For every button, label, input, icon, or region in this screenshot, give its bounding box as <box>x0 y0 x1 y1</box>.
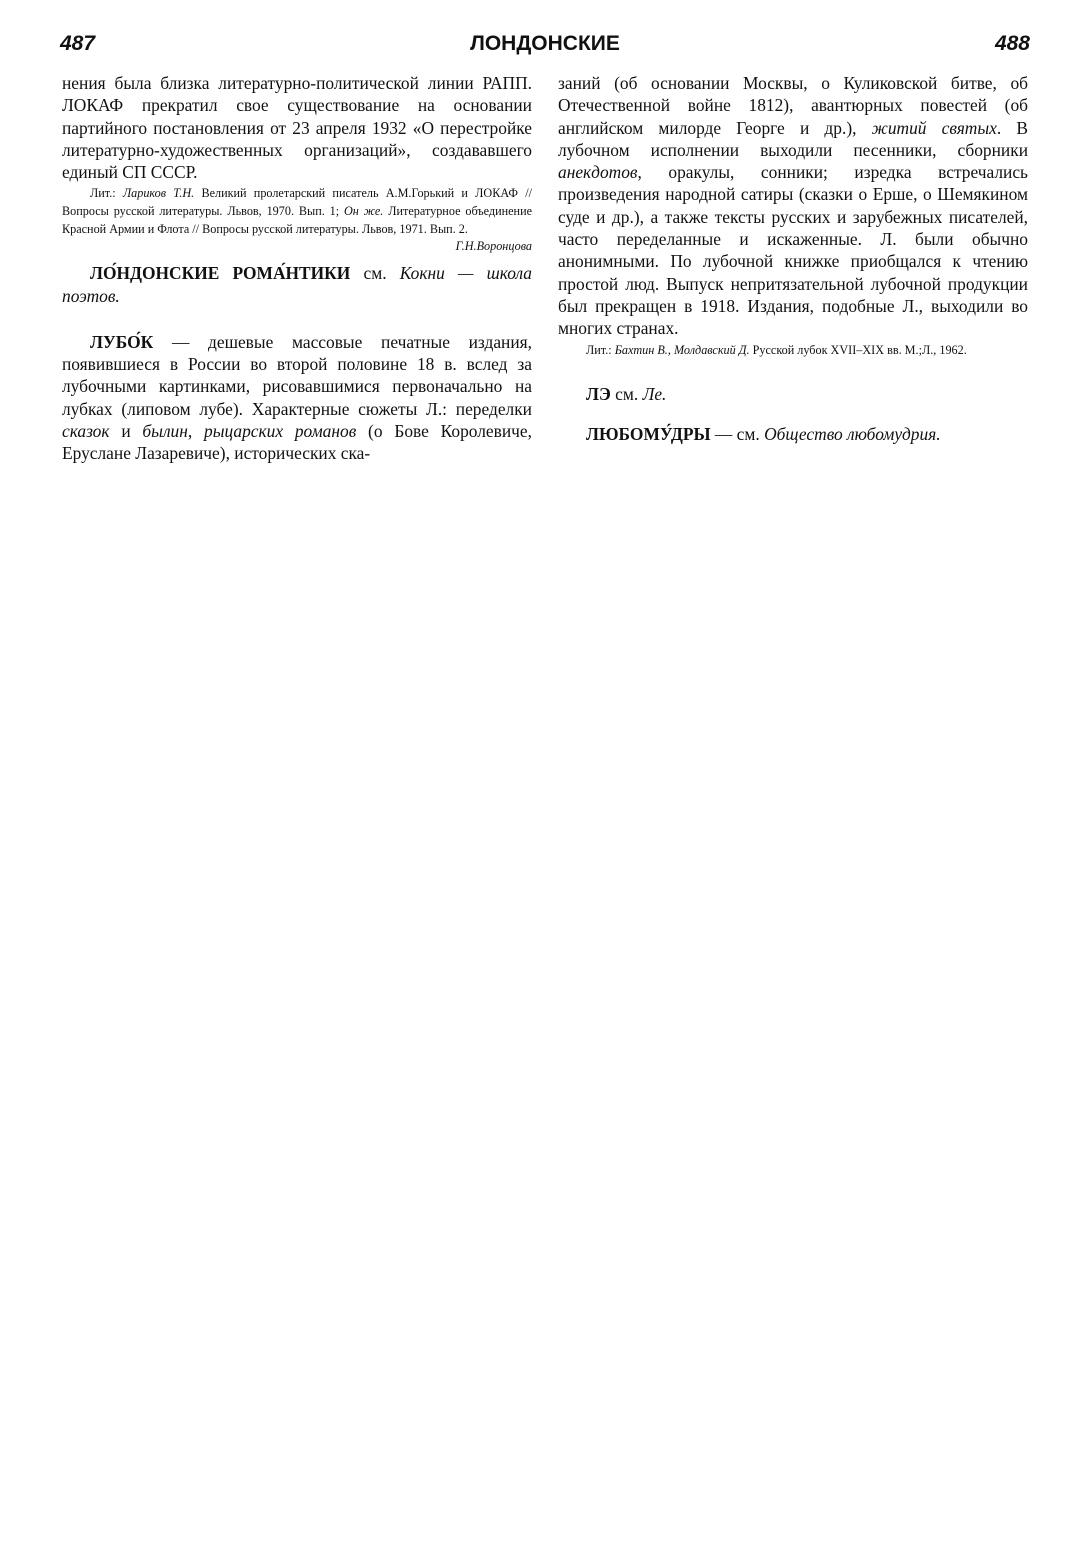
entry-text: (о Бове Королевиче, Еруслане Лазаревиче), исторических ска- <box>62 421 532 464</box>
entry-lubok <box>62 331 532 465</box>
see-label: — см. <box>714 424 760 445</box>
lit-label: Лит.: <box>586 342 612 357</box>
cross-reference: анекдотов <box>558 162 638 183</box>
cross-reference: Ле. <box>642 384 667 405</box>
entry-text: и <box>121 421 131 442</box>
headword: ЛЮБОМУ́ДРЫ <box>586 424 711 445</box>
lit-label: Лит.: <box>90 186 116 201</box>
entry-lubok-continued <box>558 72 1028 340</box>
page-header <box>60 32 1030 58</box>
continued-paragraph: нения была близка литературно-политической линии РАПП. ЛОКАФ прекратил свое существование на основании партийного постановления от 23 апреля 1932 «О перестройке литературно-художественных организаций», создававшего единый СП СССР. <box>62 73 532 183</box>
cross-reference: былин <box>142 421 188 442</box>
page-number-left: 487 <box>60 32 96 55</box>
right-column <box>558 72 1028 446</box>
lit-author: Бахтин В., Молдавский Д. <box>614 342 750 357</box>
see-label: см. <box>615 384 639 405</box>
entry-text: заний (об основании Москвы, о Куликовской битве, об Отечественной войне 1812), авантюрных повестей (об английском милорде Георге и др.), <box>558 73 1028 138</box>
entry-le <box>558 383 1028 405</box>
entry-text: . В лубочном исполнении выходили песенники, сборники <box>558 117 1028 160</box>
page-number-right: 488 <box>994 32 1030 55</box>
cross-reference: рыцарских романов <box>204 421 357 442</box>
lit-text: Русской лубок XVII–XIX вв. М.;Л., 1962. <box>752 342 967 357</box>
literature-note-lubok <box>558 342 1028 360</box>
entry-text: , <box>187 421 193 442</box>
lit-author: Он же. <box>344 204 384 219</box>
lit-text: Великий пролетарский писатель А.М.Горький и ЛОКАФ // Вопросы русской литературы. Львов, 1970. Вып. 1; <box>62 186 533 219</box>
entry-lyubomudry <box>558 423 1028 445</box>
lit-author: Лариков Т.Н. <box>122 186 195 201</box>
lit-text: Литературное объединение Красной Армии и Флота // Вопросы русской литературы. Львов, 1971. Вып. 2. <box>62 204 532 236</box>
entry-london-romantics <box>62 262 532 307</box>
cross-reference: Общество любомудрия. <box>764 424 941 445</box>
left-column <box>62 72 532 465</box>
cross-reference: житий святых <box>871 117 997 138</box>
entry-text: — дешевые массовые печатные издания, появившиеся в России во второй половине 18 в. вслед за лубочными картинками, рисовавшимися первоначально на лубках (липовом лубе). Характерные сюжеты Л.: переделки <box>62 331 532 419</box>
running-head: ЛОНДОНСКИЕ <box>470 32 620 55</box>
entry-text: , оракулы, сонники; изредка встречались произведения народной сатиры (сказки о Ерше, о Шемякином суде и др.), а также тексты русских и зарубежных писателей, часто переделанные и искаженные. Л. были обычно анонимными. По лубочной книжке приобщался к чтению простой люд. Выпуск непритязательной лубочной продукции был прекращен в 1918. Издания, подобные Л., выходили во многих странах. <box>558 162 1028 339</box>
see-label: см. <box>363 263 387 284</box>
literature-note-lokaf <box>62 185 533 254</box>
cross-reference: сказок <box>62 421 110 442</box>
headword: ЛО́НДОНСКИЕ РОМА́НТИКИ <box>90 263 351 284</box>
headword: ЛЭ <box>586 384 611 405</box>
author-signature: Г.Н.Воронцова <box>455 239 532 254</box>
cross-reference: Кокни — школа поэтов. <box>62 263 532 306</box>
headword: ЛУБО́К <box>90 331 154 352</box>
